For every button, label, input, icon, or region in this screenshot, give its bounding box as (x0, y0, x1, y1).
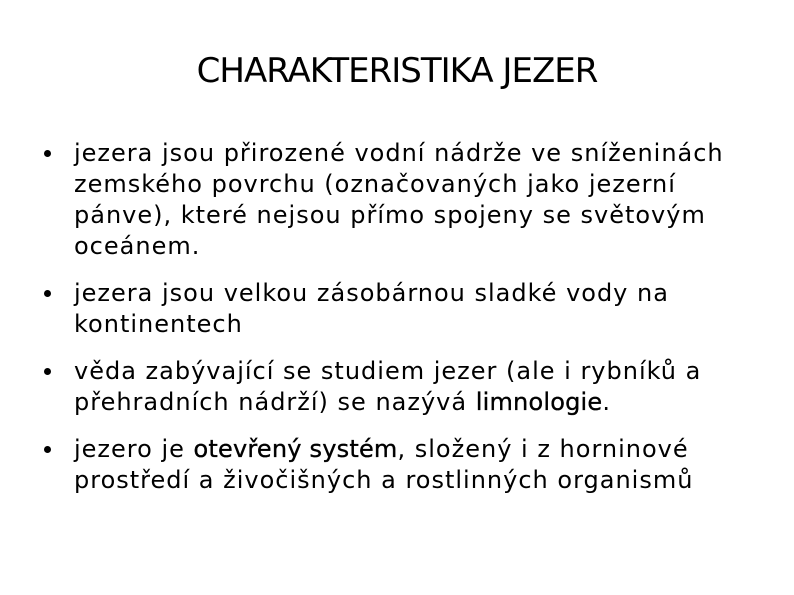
slide-title: CHARAKTERISTIKA JEZER (196, 51, 598, 91)
bullet-text: jezera jsou velkou zásobárnou sladké vody na kontinentech (74, 279, 669, 338)
bullet-dot-icon (44, 446, 51, 453)
bullet-dot-icon (44, 368, 51, 375)
bullet-emphasis-term: limnologie (475, 388, 603, 416)
bullet-text-after: . (602, 388, 611, 416)
bullet-item-4 (42, 434, 752, 496)
bullet-text-after: , složený i z horninové prostředí a živočišných a rostlinných organismů (74, 435, 694, 494)
bullet-dot-icon (44, 150, 51, 157)
bullet-item-1 (42, 138, 752, 262)
bullet-item-3 (42, 356, 752, 418)
bullet-dot-icon (44, 290, 51, 297)
bullet-list (42, 138, 752, 512)
bullet-item-2 (42, 278, 752, 340)
bullet-emphasis-term: otevřený systém (193, 435, 398, 463)
bullet-text: jezera jsou přirozené vodní nádrže ve sníženinách zemského povrchu (označovaných jako jezerní pánve), které nejsou přímo spojeny se světovým oceánem. (74, 139, 724, 260)
bullet-text-before: jezero je (74, 435, 194, 463)
bullet-text-before: věda zabývající se studiem jezer (ale i rybníků a přehradních nádrží) se nazývá (74, 357, 702, 416)
